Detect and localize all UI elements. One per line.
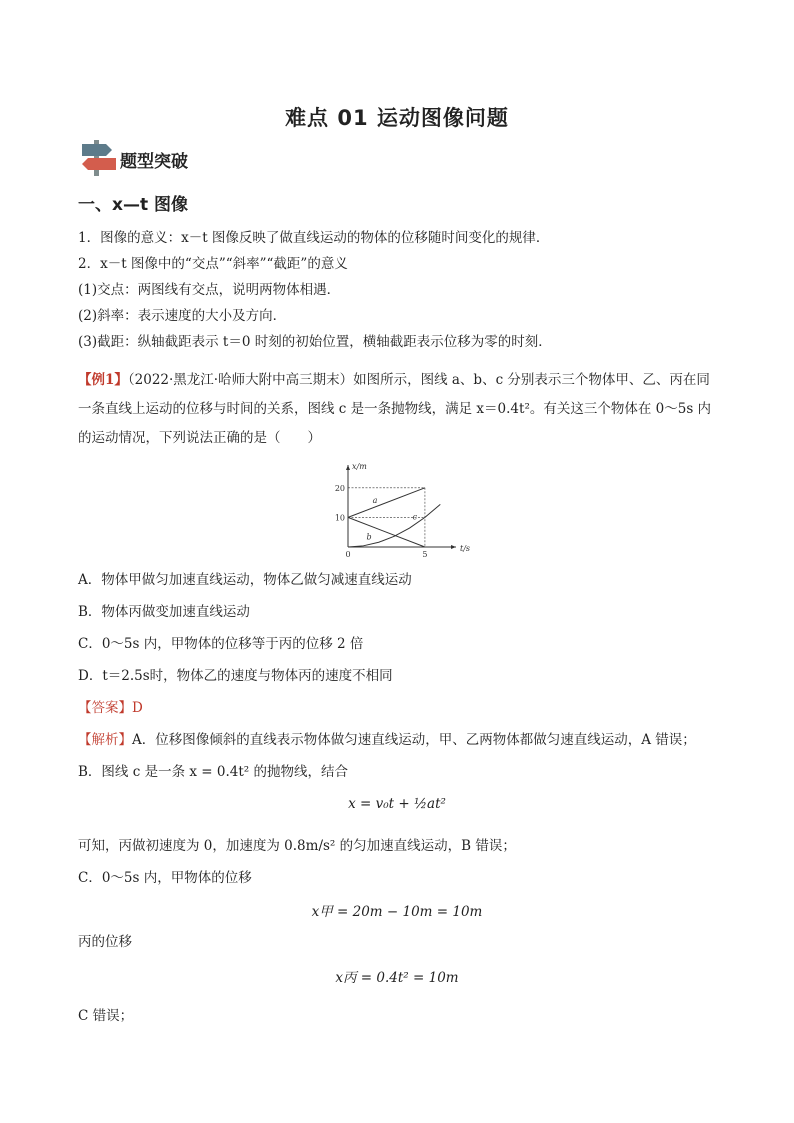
signpost-arrow-bottom-icon [82, 158, 116, 170]
answer-value: D [132, 700, 143, 716]
y-axis-arrow-icon [346, 465, 350, 470]
intro-p5: (3)截距：纵轴截距表示 t＝0 时刻的初始位置，横轴截距表示位移为零的时刻． [78, 334, 552, 350]
banner-signpost [76, 138, 216, 178]
banner-label: 题型突破 [120, 152, 188, 172]
analysis-b-pre: B．图线 c 是一条 x = 0.4t² 的抛物线，结合 [78, 764, 348, 780]
x-axis-label: t/s [460, 544, 471, 553]
option-d: D．t＝2.5s时，物体乙的速度与物体丙的速度不相同 [78, 668, 393, 684]
intro-p3: (1)交点：两图线有交点，说明两物体相遇． [78, 282, 341, 298]
signpost-arrow-top-icon [82, 144, 112, 156]
analysis-a: A．位移图像倾斜的直线表示物体做匀速直线运动，甲、乙两物体都做匀速直线运动，A 错误； [132, 732, 696, 748]
analysis-c-mid: 丙的位移 [78, 934, 132, 950]
series-line-c [348, 504, 440, 547]
formula-kinematics: x = v₀t + ½at² [348, 796, 446, 812]
y-axis-label: x/m [352, 462, 367, 471]
example-question [78, 366, 722, 453]
example-text: （2022·黑龙江·哈师大附中高三期末）如图所示，图线 a、b、c 分别表示三个物体甲、乙、丙在同一条直线上运动的位移与时间的关系，图线 c 是一条抛物线，满足 x＝0.4t²。有关这三个物体在 0～5s 内的运动情况，下列说法正确的是（ ） [78, 372, 712, 446]
series-label-a: a [372, 496, 378, 506]
x-tick-label: 0 [345, 550, 351, 559]
intro-p1: 1．图像的意义：x－t 图像反映了做直线运动的物体的位移随时间变化的规律． [78, 230, 550, 246]
series-label-b: b [366, 532, 372, 542]
intro-p2: 2．x－t 图像中的“交点”“斜率”“截距”的意义 [78, 256, 348, 272]
option-a: A．物体甲做匀加速直线运动，物体乙做匀减速直线运动 [78, 572, 412, 588]
x-axis-arrow-icon [451, 545, 456, 549]
option-b: B．物体丙做变加速直线运动 [78, 604, 250, 620]
answer-line [78, 698, 143, 718]
formula-displacement-jia: x甲 = 20m − 10m = 10m [311, 904, 483, 920]
analysis-c-post: C 错误； [78, 1008, 134, 1024]
option-c: C．0～5s 内，甲物体的位移等于丙的位移 2 倍 [78, 636, 364, 652]
analysis-b-post: 可知，丙做初速度为 0，加速度为 0.8m/s² 的匀加速直线运动，B 错误； [78, 838, 516, 854]
analysis-a-line [78, 730, 696, 750]
analysis-c-pre: C．0～5s 内，甲物体的位移 [78, 870, 252, 886]
formula-displacement-bing: x丙 = 0.4t² = 10m [335, 970, 459, 986]
x-tick-label: 5 [422, 550, 428, 559]
section-heading: 一、x—t 图像 [78, 195, 189, 215]
xt-chart [324, 461, 471, 561]
series-line-b [348, 517, 425, 547]
y-tick-label: 20 [334, 483, 345, 493]
series-label-c: c [412, 512, 418, 522]
y-tick-label: 10 [334, 513, 345, 523]
example-label: 【例1】 [78, 372, 128, 388]
answer-label: 【答案】 [78, 700, 132, 716]
intro-p4: (2)斜率：表示速度的大小及方向． [78, 308, 287, 324]
page-title: 难点 01 运动图像问题 [285, 106, 509, 130]
analysis-label: 【解析】 [78, 732, 132, 748]
